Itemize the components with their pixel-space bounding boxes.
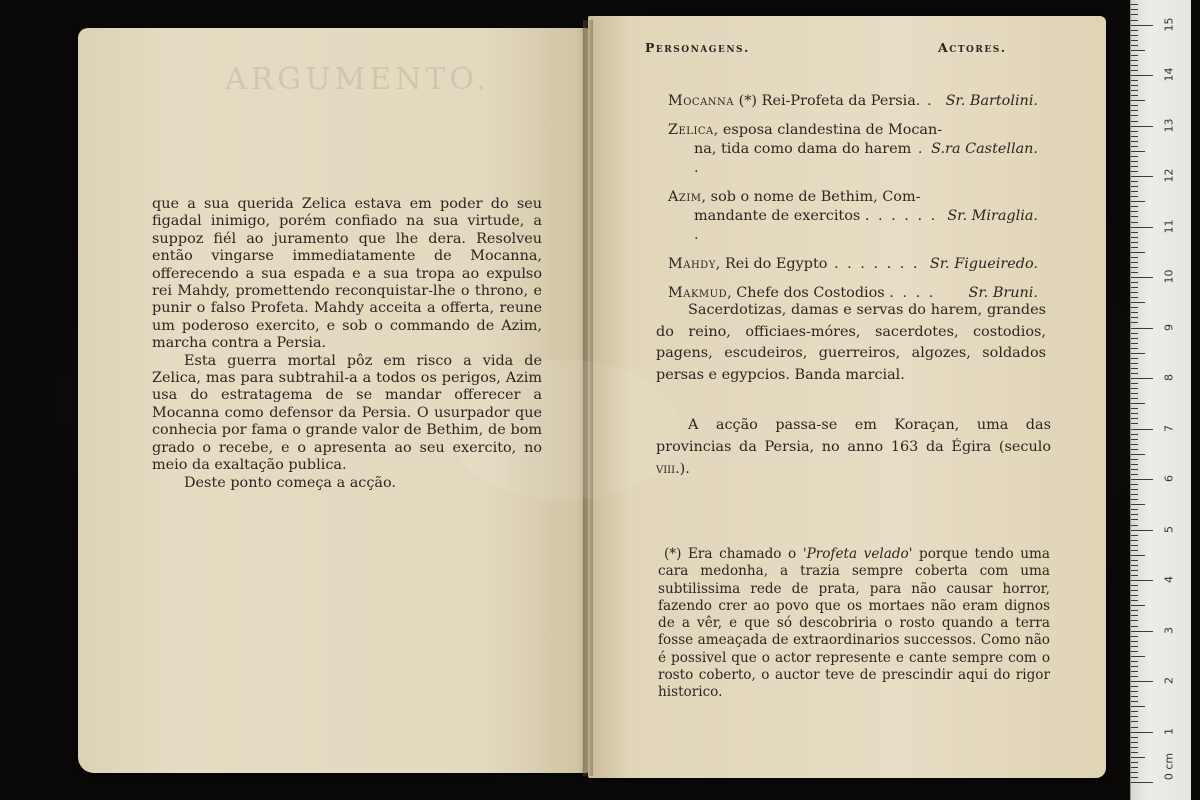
ruler-tick bbox=[1131, 191, 1138, 192]
ruler-tick bbox=[1131, 156, 1138, 157]
ruler-tick bbox=[1131, 358, 1138, 359]
ruler-tick bbox=[1131, 711, 1138, 712]
ruler-tick bbox=[1131, 600, 1138, 601]
actor-name: Sr. Bruni. bbox=[968, 285, 1038, 301]
ruler-tick bbox=[1131, 489, 1138, 490]
ruler-tick bbox=[1131, 363, 1138, 364]
ruler-tick bbox=[1131, 121, 1138, 122]
ruler-tick bbox=[1131, 631, 1153, 632]
footnote-body: ' porque tendo uma cara medonha, a trazia sempre coberta com uma subtilissima rede de prata, para não causar horror, fazendo crer ao povo que os mortaes não eram dignos de a vêr, e que só descobriria o rosto quando a terra fosse ameaçada de extraordinarios successos. Como não é possivel que o actor represente e cante sempre com o rosto coberto, o auctor teve de prescindir aqui do rigor historico. bbox=[658, 546, 1051, 701]
ruler-tick bbox=[1131, 701, 1138, 702]
ruler-tick bbox=[1131, 90, 1138, 91]
ruler-tick bbox=[1131, 610, 1138, 611]
actor-name: Sr. Bartolini. bbox=[945, 93, 1038, 109]
ruler-tick bbox=[1131, 277, 1153, 278]
ruler-cm-label: 9 bbox=[1162, 323, 1176, 331]
ruler-tick bbox=[1131, 166, 1138, 167]
ruler-tick bbox=[1131, 272, 1138, 273]
ruler-tick bbox=[1131, 413, 1138, 414]
ruler-tick bbox=[1131, 499, 1138, 500]
role-name: Mocanna bbox=[668, 93, 735, 109]
ruler-tick bbox=[1131, 141, 1138, 142]
ruler-tick bbox=[1131, 519, 1138, 520]
cast-row-azim bbox=[668, 188, 1038, 245]
role-description: (*) Rei-Profeta da Persia. bbox=[734, 93, 921, 109]
ruler-tick bbox=[1131, 530, 1153, 531]
ruler-tick bbox=[1131, 85, 1138, 86]
ruler-tick bbox=[1131, 429, 1153, 430]
ruler-tick bbox=[1131, 737, 1138, 738]
ruler-tick bbox=[1131, 691, 1138, 692]
ruler-tick bbox=[1131, 479, 1153, 480]
ruler-tick bbox=[1131, 348, 1138, 349]
ruler-tick bbox=[1131, 696, 1138, 697]
ruler-cm-label: 15 bbox=[1162, 17, 1176, 31]
ruler-tick bbox=[1131, 514, 1138, 515]
ruler-tick bbox=[1131, 570, 1138, 571]
ruler-tick bbox=[1131, 9, 1138, 10]
ruler-tick bbox=[1131, 110, 1138, 111]
role-name: Zelica bbox=[668, 122, 714, 138]
ruler-tick bbox=[1131, 131, 1138, 132]
ruler-tick bbox=[1131, 4, 1138, 5]
setting-text: A acção passa-se em Koraçan, uma das provincias da Persia, no anno 163 da Égira (seculo bbox=[656, 417, 1051, 455]
ruler-tick bbox=[1131, 585, 1138, 586]
ruler-tick bbox=[1131, 535, 1138, 536]
argument-paragraph-3: Deste ponto começa a acção. bbox=[184, 474, 396, 491]
ruler-tick bbox=[1131, 282, 1138, 283]
ruler-tick bbox=[1131, 540, 1138, 541]
cast-row-mahdy bbox=[668, 255, 1038, 274]
ruler-cm-label: 7 bbox=[1162, 424, 1176, 432]
ruler-tick bbox=[1131, 343, 1138, 344]
leader-dots: . bbox=[920, 93, 934, 109]
ruler-tick bbox=[1131, 105, 1138, 106]
ruler-tick bbox=[1131, 509, 1138, 510]
ruler-tick bbox=[1131, 666, 1138, 667]
ruler-tick bbox=[1131, 206, 1138, 207]
ruler-tick bbox=[1131, 287, 1138, 288]
ruler-tick bbox=[1131, 378, 1153, 379]
ruler-tick bbox=[1131, 115, 1138, 116]
ruler-tick bbox=[1131, 565, 1138, 566]
ruler-tick bbox=[1131, 560, 1138, 561]
ruler-tick bbox=[1131, 772, 1138, 773]
ruler-tick bbox=[1131, 95, 1138, 96]
setting-text-end: .). bbox=[675, 461, 690, 477]
ruler-tick bbox=[1131, 322, 1138, 323]
ruler-tick bbox=[1131, 302, 1145, 303]
ruler-tick bbox=[1131, 242, 1138, 243]
ruler-tick bbox=[1131, 262, 1138, 263]
role-description: , sob o nome de Bethim, Com- bbox=[701, 189, 921, 205]
ruler-tick bbox=[1131, 681, 1153, 682]
ruler-tick bbox=[1131, 70, 1138, 71]
ruler-tick bbox=[1131, 80, 1138, 81]
ruler-tick bbox=[1131, 620, 1138, 621]
ruler-tick bbox=[1131, 368, 1138, 369]
ruler-tick bbox=[1131, 762, 1138, 763]
ruler-tick bbox=[1131, 247, 1138, 248]
role-description: , Chefe dos Costodios bbox=[727, 285, 885, 301]
ruler-tick bbox=[1131, 545, 1138, 546]
ruler-tick bbox=[1131, 25, 1153, 26]
ruler-tick bbox=[1131, 55, 1138, 56]
ruler-tick bbox=[1131, 161, 1138, 162]
ruler-tick bbox=[1131, 171, 1138, 172]
ruler-tick bbox=[1131, 398, 1138, 399]
ruler-tick bbox=[1131, 469, 1138, 470]
ruler-tick bbox=[1131, 777, 1138, 778]
ruler-tick bbox=[1131, 45, 1138, 46]
ruler-tick bbox=[1131, 767, 1138, 768]
ruler-tick bbox=[1131, 40, 1138, 41]
ruler-tick bbox=[1131, 35, 1138, 36]
footnote-start: (*) Era chamado o ' bbox=[664, 546, 807, 562]
ruler-tick bbox=[1131, 388, 1138, 389]
ruler-tick bbox=[1131, 267, 1138, 268]
ruler-tick bbox=[1131, 656, 1145, 657]
ruler-tick bbox=[1131, 252, 1145, 253]
ruler-tick bbox=[1131, 232, 1138, 233]
ruler-tick bbox=[1131, 651, 1138, 652]
leader-dots: . . . . bbox=[889, 285, 936, 301]
left-page-text bbox=[152, 196, 542, 492]
footnote-emphasis: Profeta velado bbox=[806, 546, 909, 562]
show-through-text: ARGUMENTO. bbox=[225, 62, 490, 97]
ruler-tick bbox=[1131, 317, 1138, 318]
ruler-tick bbox=[1131, 706, 1145, 707]
ruler-tick bbox=[1131, 434, 1138, 435]
ruler-tick bbox=[1131, 383, 1138, 384]
ruler-tick bbox=[1131, 60, 1138, 61]
ruler-tick bbox=[1131, 403, 1145, 404]
ruler-tick bbox=[1131, 237, 1138, 238]
ruler-tick bbox=[1131, 408, 1138, 409]
ruler-tick bbox=[1131, 292, 1138, 293]
ruler-tick bbox=[1131, 444, 1138, 445]
cast-row-zelica bbox=[668, 121, 1038, 178]
leader-dots: . . . . . . . bbox=[827, 256, 920, 272]
role-description-continued: mandante de exercitos bbox=[694, 208, 861, 224]
ruler-tick bbox=[1131, 676, 1138, 677]
ruler-tick bbox=[1131, 50, 1145, 51]
chorus-list: Sacerdotizas, damas e servas do harem, grandes do reino, officiaes-móres, sacerdotes, costodios, pagens, escudeiros, guerreiros, algozes, soldados persas e egypcios. Banda marcial. bbox=[656, 302, 1046, 383]
ruler-cm-label: 11 bbox=[1162, 219, 1176, 233]
ruler-tick bbox=[1131, 30, 1138, 31]
ruler-tick bbox=[1131, 20, 1138, 21]
ruler-tick bbox=[1131, 504, 1145, 505]
actor-name: S.ra Castellan. bbox=[931, 141, 1038, 157]
role-name: Azim bbox=[668, 189, 702, 205]
ruler-tick bbox=[1131, 338, 1138, 339]
ruler-tick bbox=[1131, 227, 1153, 228]
ruler-tick bbox=[1131, 353, 1145, 354]
ruler-tick bbox=[1131, 449, 1138, 450]
ruler-tick bbox=[1131, 525, 1138, 526]
ruler-tick bbox=[1131, 328, 1153, 329]
actors-header: Actores. bbox=[938, 40, 1007, 55]
measuring-ruler bbox=[1130, 0, 1191, 800]
ruler-tick bbox=[1131, 439, 1138, 440]
ruler-tick bbox=[1131, 661, 1138, 662]
ruler-tick bbox=[1131, 100, 1145, 101]
ruler-tick bbox=[1131, 646, 1138, 647]
ruler-tick bbox=[1131, 312, 1138, 313]
ruler-tick bbox=[1131, 636, 1138, 637]
ruler-cm-label: 1 bbox=[1162, 727, 1176, 735]
ruler-tick bbox=[1131, 742, 1138, 743]
ruler-tick bbox=[1131, 671, 1138, 672]
leader-dots: . . bbox=[694, 141, 925, 176]
ruler-cm-label: 6 bbox=[1162, 475, 1176, 482]
ruler-tick bbox=[1131, 474, 1138, 475]
actor-name: Sr. Figueiredo. bbox=[929, 256, 1038, 272]
footnote bbox=[658, 546, 1050, 702]
ruler-tick bbox=[1131, 454, 1145, 455]
characters-header: Personagens. bbox=[645, 40, 750, 55]
ruler-tick bbox=[1131, 757, 1145, 758]
ruler-tick bbox=[1131, 484, 1138, 485]
ruler-tick bbox=[1131, 716, 1138, 717]
ruler-tick bbox=[1131, 782, 1153, 783]
century-numeral: viii bbox=[656, 461, 676, 477]
ruler-cm-label: 12 bbox=[1162, 168, 1176, 183]
ruler-tick bbox=[1131, 126, 1153, 127]
ruler-tick bbox=[1131, 211, 1138, 212]
ruler-tick bbox=[1131, 732, 1153, 733]
actor-name: Sr. Miraglia. bbox=[947, 208, 1038, 224]
ruler-tick bbox=[1131, 186, 1138, 187]
role-description: , Rei do Egypto bbox=[715, 256, 828, 272]
ruler-tick bbox=[1131, 727, 1138, 728]
ruler-tick bbox=[1131, 615, 1138, 616]
ruler-tick bbox=[1131, 373, 1138, 374]
ruler-tick bbox=[1131, 605, 1145, 606]
ruler-cm-label: 2 bbox=[1162, 677, 1176, 684]
ruler-tick bbox=[1131, 196, 1138, 197]
ruler-cm-label: 3 bbox=[1162, 626, 1176, 634]
ruler-cm-label: 13 bbox=[1162, 118, 1176, 132]
argument-paragraph-1: que a sua querida Zelica estava em poder do seu figadal inimigo, porém confiado na sua virtude, a suppoz fiél ao juramento que lhe dera. Resolveu então vingarse immediatamente de Mocanna, offerecendo a sua espada e a sua tropa ao expulso rei Mahdy, promettendo reconquistar-lhe o throno, e punir o falso Profeta. Mahdy acceita a offerta, reune um poderoso exercito, e sob o commando de Azim, marcha contra a Persia. bbox=[152, 196, 542, 352]
cast-list bbox=[668, 92, 1038, 313]
ruler-tick bbox=[1131, 181, 1138, 182]
setting-note bbox=[656, 414, 1051, 480]
ruler-tick bbox=[1131, 641, 1138, 642]
ruler-tick bbox=[1131, 747, 1138, 748]
ruler-tick bbox=[1131, 752, 1138, 753]
ruler-tick bbox=[1131, 686, 1138, 687]
ruler-tick bbox=[1131, 65, 1138, 66]
role-description: , esposa clandestina de Mocan- bbox=[713, 122, 943, 138]
ruler-tick bbox=[1131, 151, 1145, 152]
ruler-tick bbox=[1131, 14, 1138, 15]
ruler-unit-label: 0 cm bbox=[1162, 752, 1176, 781]
ruler-tick bbox=[1131, 464, 1138, 465]
ruler-tick bbox=[1131, 550, 1138, 551]
ruler-tick bbox=[1131, 459, 1138, 460]
role-name: Mahdy bbox=[668, 256, 716, 272]
role-description-continued: na, tida como dama do harem bbox=[694, 141, 912, 157]
ruler-cm-label: 4 bbox=[1162, 576, 1176, 583]
ruler-tick bbox=[1131, 333, 1138, 334]
ruler-tick bbox=[1131, 626, 1138, 627]
cast-row-mocanna bbox=[668, 92, 1038, 111]
ruler-tick bbox=[1131, 393, 1138, 394]
ruler-tick bbox=[1131, 595, 1138, 596]
ruler-tick bbox=[1131, 146, 1138, 147]
ruler-tick bbox=[1131, 418, 1138, 419]
ruler-tick bbox=[1131, 590, 1138, 591]
argument-paragraph-2: Esta guerra mortal pôz em risco a vida de Zelica, mas para subtrahil-a a todos os perigos, Azim usa do estratagema de se mandar offerecer a Mocanna como defensor da Persia. O usurpador que conhecia por fama o grande valor de Bethim, de bom grado o recebe, e o apresenta ao seu exercito, no meio da exaltação publica. bbox=[152, 352, 542, 474]
ruler-tick bbox=[1131, 222, 1138, 223]
ruler-tick bbox=[1131, 494, 1138, 495]
ruler-tick bbox=[1131, 176, 1153, 177]
ruler-tick bbox=[1131, 75, 1153, 76]
ruler-tick bbox=[1131, 575, 1138, 576]
ruler-tick bbox=[1131, 307, 1138, 308]
ruler-tick bbox=[1131, 136, 1138, 137]
ruler-cm-label: 14 bbox=[1162, 67, 1176, 82]
ruler-cm-label: 8 bbox=[1162, 374, 1176, 381]
ruler-tick bbox=[1131, 216, 1138, 217]
ruler-cm-label: 10 bbox=[1162, 269, 1176, 284]
role-name: Makmud bbox=[668, 285, 728, 301]
ruler-tick bbox=[1131, 721, 1138, 722]
ruler-tick bbox=[1131, 257, 1138, 258]
leader-dots: . . . . . . . bbox=[694, 208, 938, 243]
ruler-tick bbox=[1131, 201, 1145, 202]
ruler-cm-label: 5 bbox=[1162, 525, 1176, 533]
ruler-tick bbox=[1131, 423, 1138, 424]
ruler-tick bbox=[1131, 555, 1145, 556]
ruler-tick bbox=[1131, 580, 1153, 581]
ruler-tick bbox=[1131, 297, 1138, 298]
